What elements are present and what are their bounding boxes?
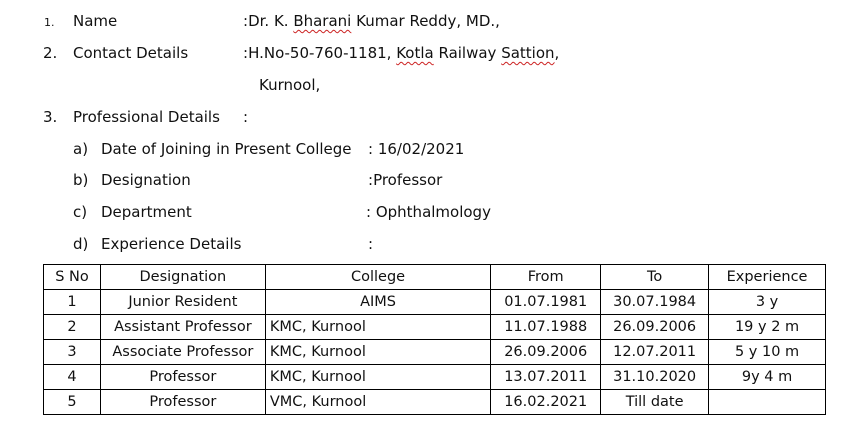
cell-from: 16.02.2021 xyxy=(491,390,601,415)
designation-separator: : xyxy=(368,171,374,189)
header-college: College xyxy=(265,265,490,290)
item-number-name: 1. xyxy=(44,16,55,29)
cell-s-no: 2 xyxy=(44,315,101,340)
cell-college: KMC, Kurnool xyxy=(265,315,490,340)
contact-part3: Railway xyxy=(433,44,502,62)
professional-separator: : xyxy=(243,108,249,126)
sub-item-letter: d) xyxy=(73,235,89,253)
cell-to: 26.09.2006 xyxy=(601,315,709,340)
experience-details-label: Experience Details xyxy=(101,235,242,253)
name-value xyxy=(243,12,500,30)
item-number-contact: 2. xyxy=(43,44,58,62)
contact-part1: H.No-50-760-1181, xyxy=(248,44,397,62)
table-row xyxy=(44,340,826,365)
designation-label: Designation xyxy=(101,171,191,189)
table-row xyxy=(44,315,826,340)
cell-s-no: 4 xyxy=(44,365,101,390)
table-row xyxy=(44,390,826,415)
name-value-first: Bharani xyxy=(293,12,352,30)
name-label: Name xyxy=(73,12,118,30)
cell-to: 31.10.2020 xyxy=(601,365,709,390)
cell-experience: 9y 4 m xyxy=(709,365,826,390)
cell-designation: Professor xyxy=(100,365,265,390)
contact-label: Contact Details xyxy=(73,44,189,62)
header-to: To xyxy=(601,265,709,290)
cell-college: KMC, Kurnool xyxy=(265,340,490,365)
department-label: Department xyxy=(101,203,192,221)
department-text: Ophthalmology xyxy=(375,203,491,221)
department-separator: : xyxy=(366,203,372,221)
experience-table xyxy=(43,264,826,415)
sub-item-letter: a) xyxy=(73,140,89,158)
designation-value xyxy=(368,171,442,189)
contact-part2: Kotla xyxy=(396,44,434,62)
cell-s-no: 1 xyxy=(44,290,101,315)
contact-value xyxy=(243,44,559,62)
table-row xyxy=(44,365,826,390)
contact-value-line2: Kurnool, xyxy=(259,76,321,94)
joining-date-label: Date of Joining in Present College xyxy=(101,140,352,158)
joining-date-text: 16/02/2021 xyxy=(377,140,465,158)
joining-date-value xyxy=(368,140,464,158)
name-value-prefix: Dr. K. xyxy=(248,12,294,30)
cell-from: 26.09.2006 xyxy=(491,340,601,365)
name-separator: : xyxy=(243,12,249,30)
cell-from: 11.07.1988 xyxy=(491,315,601,340)
cell-s-no: 5 xyxy=(44,390,101,415)
cell-college: AIMS xyxy=(265,290,490,315)
cell-s-no: 3 xyxy=(44,340,101,365)
contact-part4: Sattion xyxy=(501,44,555,62)
cell-designation: Junior Resident xyxy=(100,290,265,315)
sub-item-letter: b) xyxy=(73,171,89,189)
header-from: From xyxy=(491,265,601,290)
cell-to: Till date xyxy=(601,390,709,415)
table-header-row xyxy=(44,265,826,290)
name-value-suffix: Kumar Reddy, MD., xyxy=(351,12,500,30)
experience-details-separator: : xyxy=(368,235,374,253)
header-designation: Designation xyxy=(100,265,265,290)
joining-date-separator: : xyxy=(368,140,374,158)
cell-from: 13.07.2011 xyxy=(491,365,601,390)
cell-experience: 19 y 2 m xyxy=(709,315,826,340)
cell-designation: Professor xyxy=(100,390,265,415)
item-number-professional: 3. xyxy=(43,108,58,126)
department-value xyxy=(366,203,491,221)
cell-college: VMC, Kurnool xyxy=(265,390,490,415)
professional-label: Professional Details xyxy=(73,108,220,126)
cell-experience: 3 y xyxy=(709,290,826,315)
cell-designation: Assistant Professor xyxy=(100,315,265,340)
header-experience: Experience xyxy=(709,265,826,290)
contact-part5: , xyxy=(554,44,560,62)
cell-from: 01.07.1981 xyxy=(491,290,601,315)
header-s-no: S No xyxy=(44,265,101,290)
cell-experience xyxy=(709,390,826,415)
contact-separator: : xyxy=(243,44,249,62)
cell-to: 30.07.1984 xyxy=(601,290,709,315)
cell-designation: Associate Professor xyxy=(100,340,265,365)
cell-experience: 5 y 10 m xyxy=(709,340,826,365)
cell-college: KMC, Kurnool xyxy=(265,365,490,390)
sub-item-letter: c) xyxy=(73,203,88,221)
table-row xyxy=(44,290,826,315)
cell-to: 12.07.2011 xyxy=(601,340,709,365)
designation-text: Professor xyxy=(373,171,443,189)
